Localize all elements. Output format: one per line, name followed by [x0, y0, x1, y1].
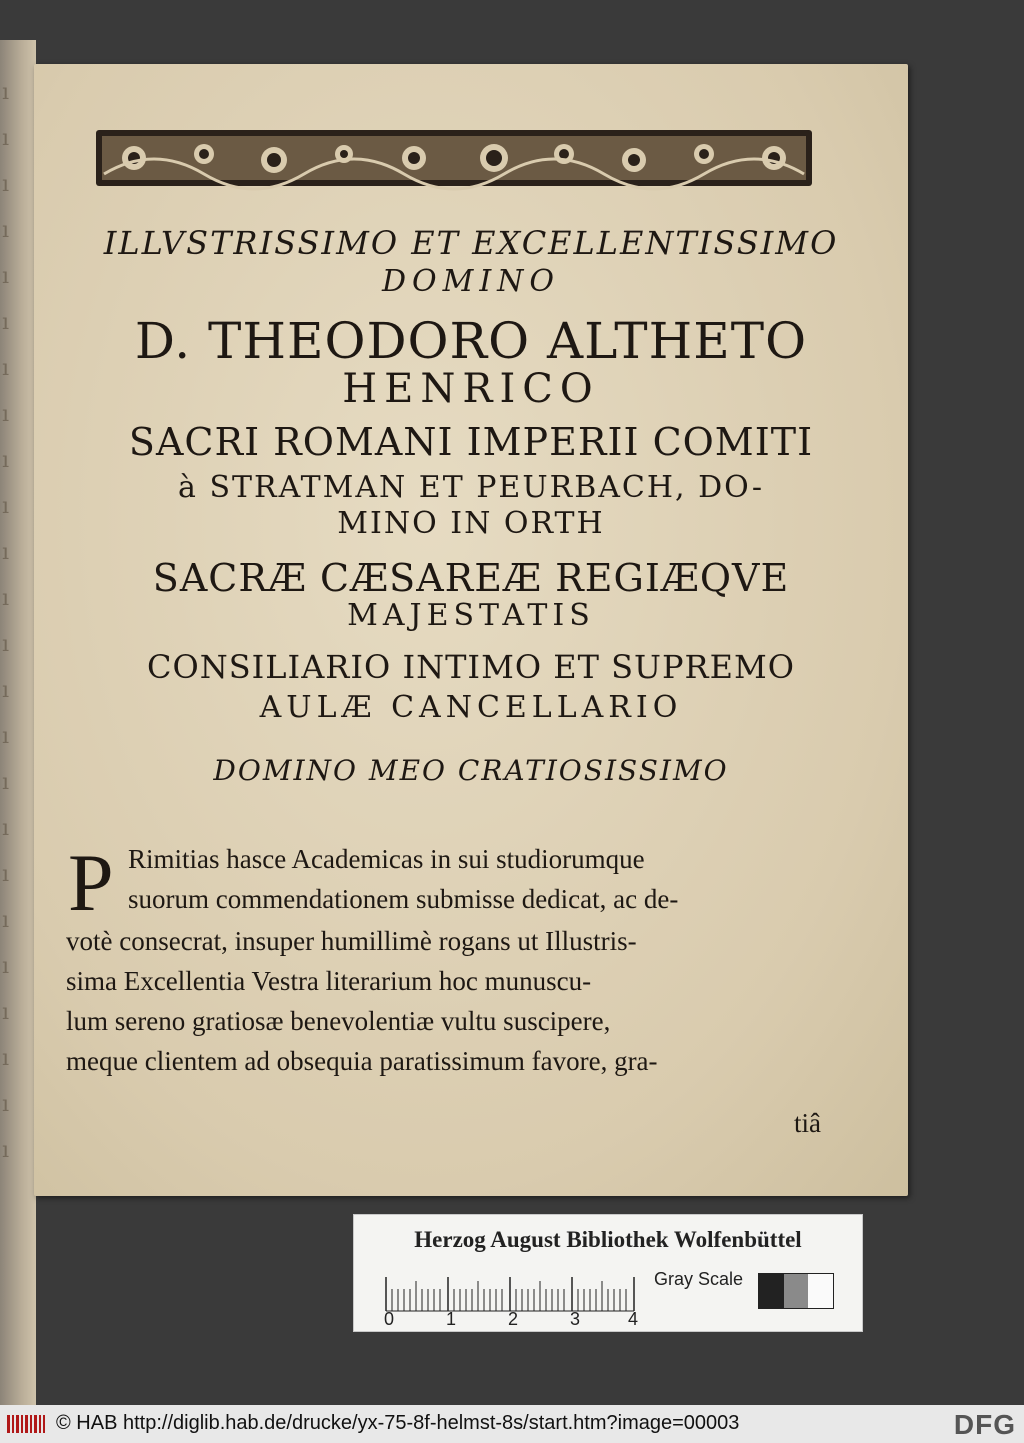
dedication-line-10: CONSILIARIO INTIMO ET SUPREMO [147, 648, 795, 686]
dropcap-letter: P [68, 837, 114, 928]
swatch-black [759, 1274, 784, 1308]
body-line-6: meque clientem ad obsequia paratissimum favore, gra- [66, 1046, 658, 1076]
footer-bar [0, 1405, 1024, 1443]
hab-logo-icon [6, 1413, 46, 1435]
dedication-line-1: ILLVSTRISSIMO ET EXCELLENTISSIMO [103, 224, 839, 262]
dedication-line-8: SACRÆ CÆSAREÆ REGIÆQVE [152, 556, 790, 600]
dedication-line-7: MINO IN ORTH [337, 506, 605, 541]
body-line-3: votè consecrat, insuper humillimè rogans ut Illustris- [66, 926, 637, 956]
ruler-number-2: 2 [508, 1309, 519, 1329]
ruler-number-1: 1 [446, 1309, 457, 1329]
dedication-line-6: à STRATMAN ET PEURBACH, DO- [178, 470, 764, 505]
body-line-5: lum sereno gratiosæ benevolentiæ vultu suscipere, [66, 1006, 611, 1036]
dedication-line-9: MAJESTATIS [347, 598, 595, 633]
body-line-1: Rimitias hasce Academicas in sui studiorumque [128, 844, 645, 874]
edge-bleed: ı ı ı ı ı ı ı ı ı ı ı ı ı ı ı ı ı ı ı ı ı ı ı ı [2, 80, 10, 1163]
dedication-line-5: SACRI ROMANI IMPERII COMITI [128, 420, 814, 464]
gray-scale-card [353, 1214, 863, 1332]
ruler-number-0: 0 [384, 1309, 395, 1329]
catchword: tiâ [794, 1108, 821, 1138]
adjacent-page-edge [0, 40, 36, 1405]
ornament-headpiece [94, 124, 814, 192]
dedication-line-4: HENRICO [342, 366, 600, 412]
body-line-2: suorum commendationem submisse dedicat, ac de- [128, 884, 679, 914]
swatch-white [808, 1274, 833, 1308]
dedication-line-2: DOMINO [381, 264, 561, 299]
ruler-number-4: 4 [628, 1309, 639, 1329]
dedication-closing: DOMINO MEO CRATIOSISSIMO [213, 754, 729, 787]
gray-scale-swatches [758, 1273, 834, 1309]
body-line-4: sima Excellentia Vestra literarium hoc munuscu- [66, 966, 592, 996]
source-url: © HAB http://diglib.hab.de/drucke/yx-75-8f-helmst-8s/start.htm?image=00003 [56, 1412, 740, 1434]
library-name: Herzog August Bibliothek Wolfenbüttel [414, 1227, 802, 1252]
dfg-logo: DFG [953, 1409, 1016, 1440]
gray-scale-label: Gray Scale [654, 1269, 744, 1289]
dedication-name: D. THEODORO ALTHETO [134, 312, 808, 370]
ruler-number-3: 3 [570, 1309, 581, 1329]
dedication-line-11: AULÆ CANCELLARIO [259, 690, 683, 725]
book-page [34, 64, 908, 1196]
swatch-gray [784, 1274, 809, 1308]
